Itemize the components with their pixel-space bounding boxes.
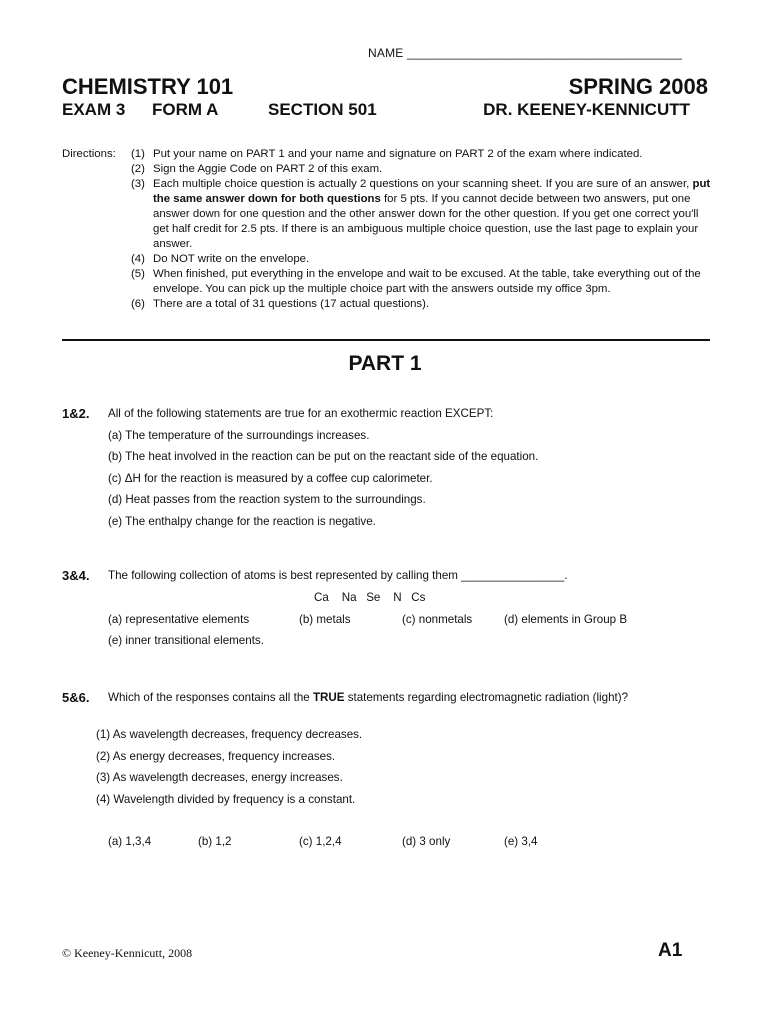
- direction-number: (6): [131, 298, 145, 310]
- term-title: SPRING 2008: [568, 74, 708, 99]
- answer-option: (d) 3 only: [402, 835, 451, 848]
- course-title: CHEMISTRY 101: [62, 74, 234, 99]
- statement-item: (4) Wavelength divided by frequency is a constant.: [96, 793, 356, 806]
- question-emphasis: TRUE: [312, 691, 345, 704]
- answer-option: (e) 3,4: [504, 835, 538, 848]
- direction-number: (1): [131, 148, 145, 160]
- direction-number: (2): [131, 163, 145, 175]
- exam-section: SECTION 501: [268, 100, 377, 119]
- instructor-name: DR. KEENEY-KENNICUTT: [483, 100, 690, 119]
- answer-option: (a) The temperature of the surroundings increases.: [108, 429, 370, 442]
- answer-option: (d) Heat passes from the reaction system to the surroundings.: [108, 493, 426, 506]
- direction-item: [131, 177, 711, 252]
- section-divider: [62, 339, 710, 341]
- direction-text-part: Each multiple choice question is actually 2 questions on your scanning sheet. If you are sure of an answer,: [153, 178, 693, 190]
- question-number: 3&4.: [62, 568, 90, 583]
- direction-item: [131, 147, 711, 162]
- directions-list: [131, 147, 711, 312]
- direction-number: (4): [131, 253, 145, 265]
- answer-option: (b) metals: [299, 613, 351, 626]
- directions-label: Directions:: [62, 148, 116, 160]
- direction-number: (5): [131, 268, 145, 280]
- part-title: PART 1: [348, 352, 422, 375]
- answer-option: (b) The heat involved in the reaction can be put on the reactant side of the equation.: [108, 450, 539, 463]
- answer-option: (c) nonmetals: [402, 613, 473, 626]
- copyright-notice: © Keeney-Kennicutt, 2008: [62, 946, 193, 960]
- direction-text: Do NOT write on the envelope.: [153, 253, 310, 265]
- direction-emphasis: put the same answer down for both questions: [153, 178, 711, 205]
- answer-option: (e) The enthalpy change for the reaction is negative.: [108, 515, 376, 528]
- direction-text: Sign the Aggie Code on PART 2 of this exam.: [153, 163, 383, 175]
- answer-option: (a) 1,3,4: [108, 835, 152, 848]
- direction-text-part: for 5 pts. If you cannot decide between two answers, put one answer down for one question and the other answer down for the other question. If you get one correct you'll get half credit for 2.5 pts. If there is an ambiguous multiple choice question, use the last page to explain your answer.: [153, 193, 699, 250]
- answer-option: (c) 1,2,4: [299, 835, 342, 848]
- answer-option: (a) representative elements: [108, 613, 250, 626]
- question-stem: [108, 691, 628, 704]
- exam-number: EXAM 3: [62, 100, 126, 119]
- direction-text: Put your name on PART 1 and your name and signature on PART 2 of the exam where indicated.: [153, 148, 643, 160]
- question-stem: All of the following statements are true for an exothermic reaction EXCEPT:: [108, 407, 494, 420]
- question-stem: The following collection of atoms is best represented by calling them ________________.: [108, 569, 568, 582]
- direction-text: When finished, put everything in the envelope and wait to be excused. At the table, take everything out of the envelope. You can pick up the multiple choice part with the answers outside my office 3pm.: [153, 268, 701, 295]
- page-identifier: A1: [658, 940, 683, 961]
- atom-list: Ca Na Se N Cs: [314, 591, 426, 604]
- direction-item: [131, 267, 711, 297]
- direction-item: [131, 297, 711, 312]
- answer-option: (e) inner transitional elements.: [108, 634, 264, 647]
- answer-option: (b) 1,2: [198, 835, 232, 848]
- statement-item: (2) As energy decreases, frequency increases.: [96, 750, 336, 763]
- question-stem-part: statements regarding electromagnetic radiation (light)?: [344, 691, 629, 704]
- direction-text: [153, 177, 711, 252]
- answer-option: (d) elements in Group B: [504, 613, 628, 626]
- statement-item: (1) As wavelength decreases, frequency decreases.: [96, 728, 363, 741]
- question-stem-part: Which of the responses contains all the: [108, 691, 313, 704]
- name-field-label: NAME ________________________________________: [368, 46, 682, 60]
- statement-item: (3) As wavelength decreases, energy increases.: [96, 771, 343, 784]
- question-number: 1&2.: [62, 406, 90, 421]
- answer-option: (c) ΔH for the reaction is measured by a coffee cup calorimeter.: [108, 472, 433, 485]
- direction-item: [131, 162, 711, 177]
- direction-text: There are a total of 31 questions (17 actual questions).: [153, 298, 430, 310]
- question-number: 5&6.: [62, 690, 90, 705]
- direction-number: (3): [131, 178, 145, 190]
- exam-form: FORM A: [152, 100, 219, 119]
- direction-item: [131, 252, 711, 267]
